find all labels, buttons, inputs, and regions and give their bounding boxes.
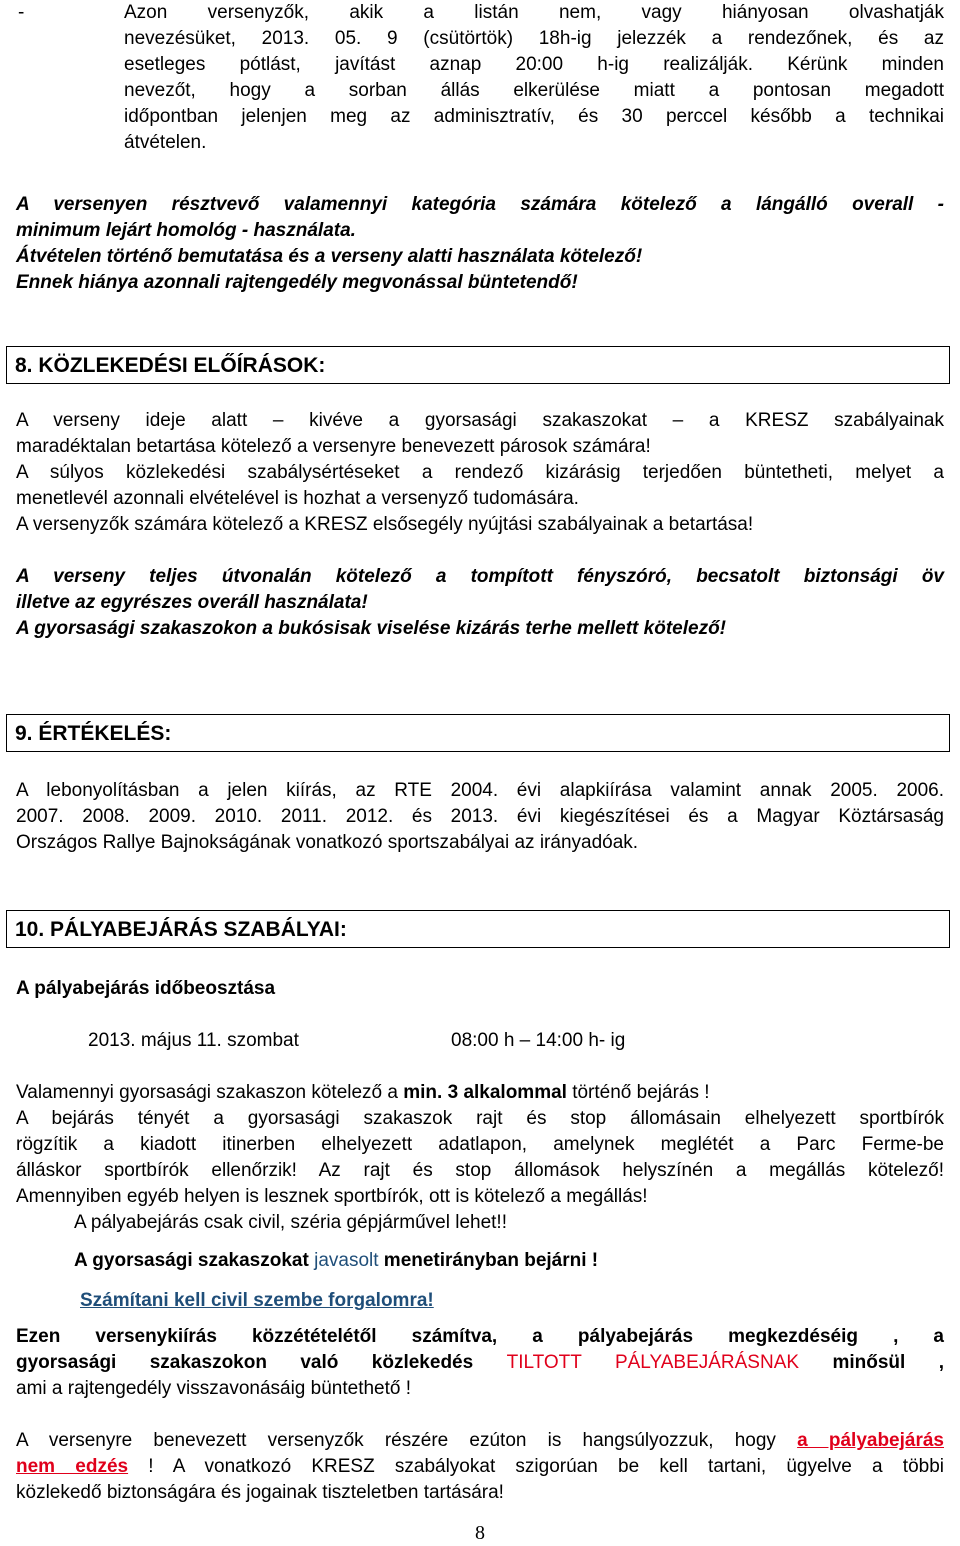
req-min: min. [403, 1082, 443, 1103]
body-line: A súlyos közlekedési szabálysértéseket a rendező kizárásig terjedően büntetheti, melyet a [16, 462, 944, 483]
ban-line: Ezen versenykiírás közzétételétől számítva, a pályabejárás megkezdéséig , a [16, 1326, 944, 1347]
overall-notice [16, 192, 944, 296]
req-count: 3 alkalommal [447, 1082, 567, 1103]
intro-line: időpontban jelenjen meg az adminisztratív, és 30 perccel később a technikai [124, 106, 944, 127]
section-9-body [16, 778, 944, 856]
intro-line: Azon versenyzők, akik a listán nem, vagy hiányosan olvashatják [124, 2, 944, 23]
civil-car-note: A pályabejárás csak civil, széria gépjárművel lehet!! [74, 1212, 507, 1233]
intro-line: nevezésüket, 2013. 05. 9 (csütörtök) 18h-ig jelezzék a rendezőnek, és az [124, 28, 944, 49]
closing-line [16, 1454, 944, 1480]
ban-text: gyorsasági szakaszokon való közlekedés [16, 1352, 507, 1373]
body-line: A bejárás tényét a gyorsasági szakaszok rajt és stop állomásain elhelyezett sportbírók [16, 1108, 944, 1129]
traffic-warning: Számítani kell civil szembe forgalomra! [80, 1290, 434, 1311]
list-dash: - [18, 2, 25, 23]
section-8-body [16, 408, 944, 538]
section-10-heading: 10. PÁLYABEJÁRÁS SZABÁLYAI: [6, 910, 950, 948]
body-line: rögzítik a kiadott itinerben elhelyezett adatlapon, amelynek meglétét a Parc Ferme-be [16, 1134, 944, 1155]
ban-paragraph [16, 1324, 944, 1402]
body-line: Országos Rallye Bajnokságának vonatkozó sportszabályai az irányadóak. [16, 832, 639, 853]
notice-line: A versenyen résztvevő valamennyi kategória számára kötelező a lángálló overall - [16, 194, 944, 215]
ban-line: ami a rajtengedély visszavonásáig büntethető ! [16, 1378, 412, 1399]
req-text: Valamennyi gyorsasági szakaszon kötelező a [16, 1082, 404, 1103]
ban-line [16, 1350, 944, 1376]
notice-line: Átvételen történő bemutatása és a verseny alatti használata kötelező! [16, 246, 643, 267]
body-line: A verseny ideje alatt – kivéve a gyorsasági szakaszokat – a KRESZ szabályainak [16, 410, 944, 431]
closing-line: közlekedő biztonságára és jogainak tiszteletben tartására! [16, 1482, 504, 1503]
closing-text: A versenyre benevezett versenyzők részére ezúton is hangsúlyozzuk, hogy [16, 1430, 798, 1451]
section-9-heading: 9. ÉRTÉKELÉS: [6, 714, 950, 752]
closing-line [16, 1428, 944, 1454]
direction-note [74, 1248, 598, 1274]
section-8-heading: 8. KÖZLEKEDÉSI ELŐÍRÁSOK: [6, 346, 950, 384]
intro-line: nevezőt, hogy a sorban állás elkerülése miatt a pontosan megadott [124, 80, 944, 101]
direction-text: menetirányban bejárni ! [378, 1250, 599, 1271]
emphasis-line: A verseny teljes útvonalán kötelező a tompított fényszóró, becsatolt biztonsági öv [16, 566, 944, 587]
schedule-date: 2013. május 11. szombat [88, 1030, 299, 1051]
body-line: álláskor sportbírók ellenőrzik! Az rajt és stop állomások helyszínén a megállás kötelező! [16, 1160, 944, 1181]
emphasis-line: A gyorsasági szakaszokon a bukósisak viselése kizárás terhe mellett kötelező! [16, 618, 727, 639]
direction-javasolt: javasolt [314, 1250, 379, 1271]
inspection-paragraph [16, 1106, 944, 1210]
ban-text: minősül , [799, 1352, 944, 1373]
body-line: Amennyiben egyéb helyen is lesznek sportbírók, ott is kötelező a megállás! [16, 1186, 648, 1207]
notice-line: Ennek hiánya azonnali rajtengedély megvonással büntetendő! [16, 272, 578, 293]
emphasis-line: illetve az egyrészes overáll használata! [16, 592, 368, 613]
closing-emph: nem edzés [16, 1456, 129, 1477]
notice-line: minimum lejárt homológ - használata. [16, 220, 356, 241]
req-text: történő bejárás ! [566, 1082, 710, 1103]
body-line: maradéktalan betartása kötelező a versenyre benevezett párosok számára! [16, 436, 651, 457]
closing-paragraph [16, 1428, 944, 1506]
intro-line: esetleges pótlást, javítást aznap 20:00 h-ig realizálják. Kérünk minden [124, 54, 944, 75]
body-line: 2007. 2008. 2009. 2010. 2011. 2012. és 2013. évi kiegészítései és a Magyar Köztársaság [16, 806, 944, 827]
body-line: A lebonyolításban a jelen kiírás, az RTE 2004. évi alapkiírása valamint annak 2005. 2006. [16, 780, 944, 801]
requirement-line [16, 1080, 944, 1106]
ban-tiltott: TILTOTT PÁLYABEJÁRÁSNAK [506, 1352, 800, 1373]
body-line: A versenyzők számára kötelező a KRESZ elsősegély nyújtási szabályainak a betartása! [16, 514, 754, 535]
section-8-emphasis [16, 564, 944, 642]
schedule-time: 08:00 h – 14:00 h- ig [451, 1030, 626, 1051]
closing-emph: a pályabejárás [797, 1430, 944, 1451]
body-line: menetlevél azonnali elvételével is hozhat a versenyző tudomására. [16, 488, 579, 509]
schedule-subheading: A pályabejárás időbeosztása [16, 978, 276, 999]
direction-text: A gyorsasági szakaszokat [74, 1250, 315, 1271]
closing-text: ! A vonatkozó KRESZ szabályokat szigorúan be kell tartani, ügyelve a többi [128, 1456, 944, 1477]
intro-line: átvételen. [124, 132, 207, 153]
intro-paragraph [124, 0, 944, 156]
page-number: 8 [475, 1522, 485, 1544]
